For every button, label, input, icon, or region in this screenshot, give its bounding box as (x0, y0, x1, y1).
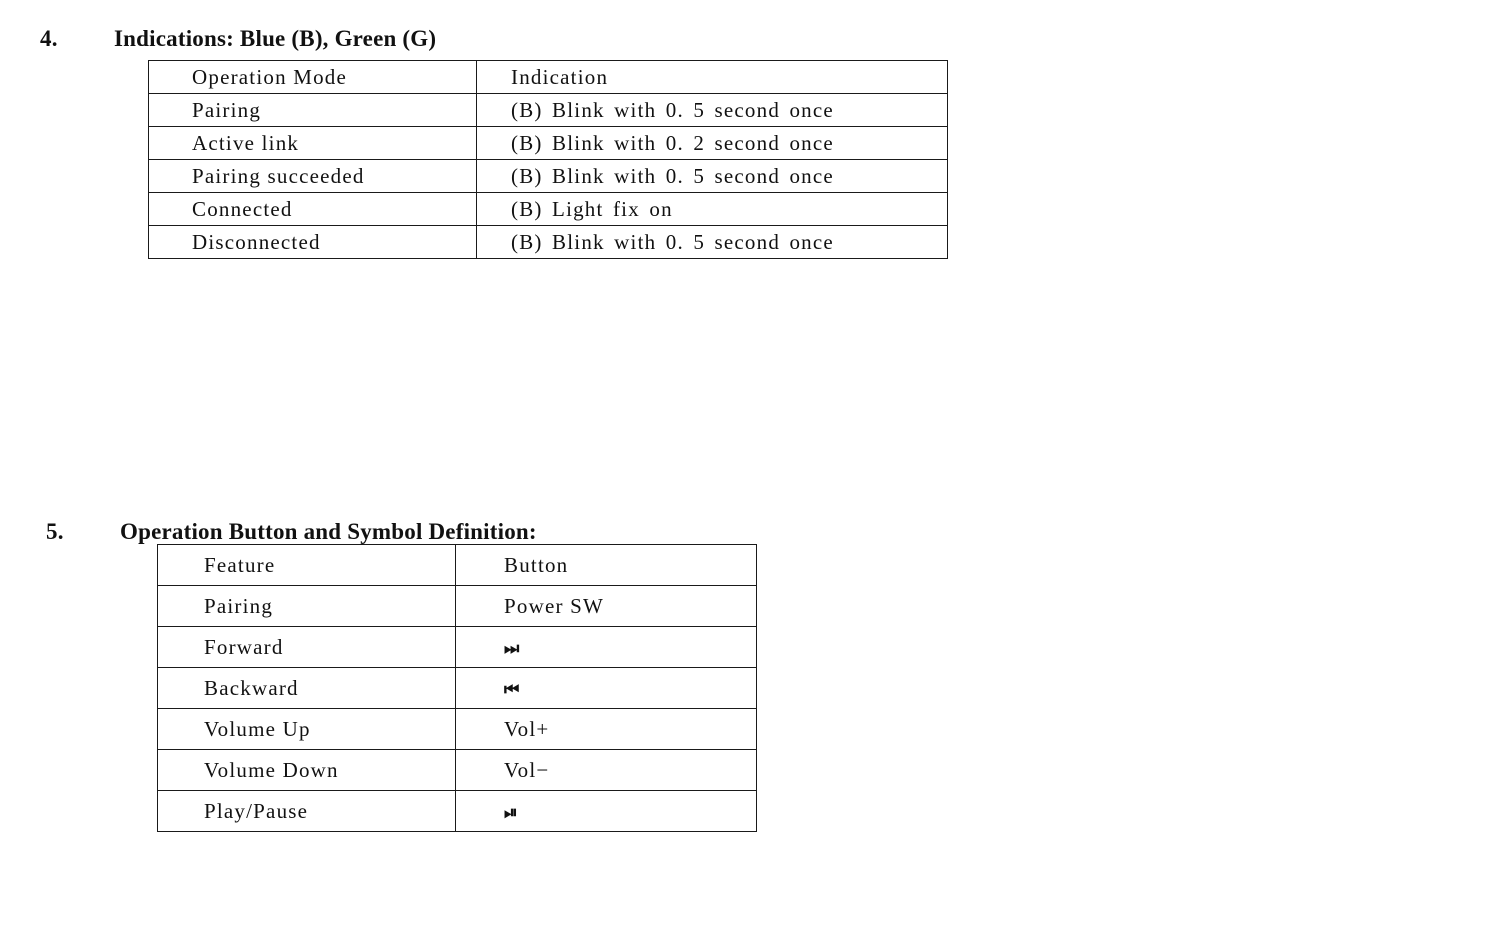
button-cell (456, 627, 757, 668)
column-header-operation-mode: Operation Mode (149, 61, 477, 94)
indication-cell: (B) Blink with 0. 2 second once (477, 127, 948, 160)
column-header-indication: Indication (477, 61, 948, 94)
feature-cell: Backward (158, 668, 456, 709)
feature-cell: Pairing (158, 586, 456, 627)
next-track-icon: ⏭ (504, 638, 517, 659)
button-cell: Vol− (456, 750, 757, 791)
table-row (158, 586, 757, 627)
feature-cell: Forward (158, 627, 456, 668)
table-row (149, 193, 948, 226)
operation-mode-cell: Connected (149, 193, 477, 226)
previous-track-icon: ⏮ (504, 679, 517, 700)
operation-mode-cell: Pairing succeeded (149, 160, 477, 193)
section-title: Indications: Blue (B), Green (G) (114, 26, 437, 51)
table-row (158, 668, 757, 709)
feature-cell: Volume Down (158, 750, 456, 791)
table-row (158, 627, 757, 668)
indications-table (148, 60, 948, 259)
table-row (158, 791, 757, 832)
button-cell (456, 791, 757, 832)
play-pause-icon: ⏯ (504, 802, 515, 823)
indication-cell: (B) Blink with 0. 5 second once (477, 160, 948, 193)
section-number: 5. (46, 519, 64, 544)
operation-mode-cell: Disconnected (149, 226, 477, 259)
button-cell (456, 668, 757, 709)
operation-mode-cell: Pairing (149, 94, 477, 127)
table-row (149, 94, 948, 127)
table-row (149, 127, 948, 160)
operation-mode-cell: Active link (149, 127, 477, 160)
table-header-row (158, 545, 757, 586)
section-title: Operation Button and Symbol Definition: (120, 519, 537, 544)
indication-cell: (B) Blink with 0. 5 second once (477, 226, 948, 259)
indication-cell: (B) Blink with 0. 5 second once (477, 94, 948, 127)
table-row (149, 226, 948, 259)
column-header-feature: Feature (158, 545, 456, 586)
feature-cell: Volume Up (158, 709, 456, 750)
section-number: 4. (40, 26, 58, 51)
table-row (149, 160, 948, 193)
button-definition-table (157, 544, 757, 832)
table-row (158, 709, 757, 750)
indication-cell: (B) Light fix on (477, 193, 948, 226)
table-row (158, 750, 757, 791)
column-header-button: Button (456, 545, 757, 586)
button-cell: Vol+ (456, 709, 757, 750)
button-cell: Power SW (456, 586, 757, 627)
feature-cell: Play/Pause (158, 791, 456, 832)
table-header-row (149, 61, 948, 94)
